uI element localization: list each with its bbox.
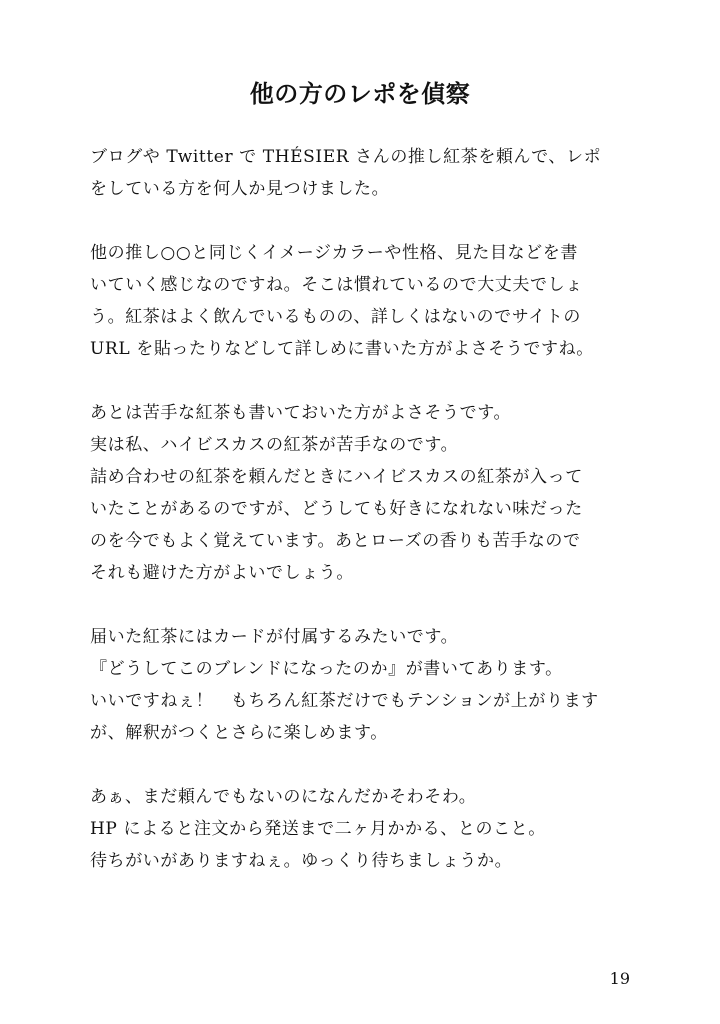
text-line: 実は私、ハイビスカスの紅茶が苦手なのです。 — [90, 435, 459, 455]
text-line: 他の推し○○と同じくイメージカラーや性格、見た目などを書 — [90, 243, 578, 263]
paragraph-5 — [90, 781, 650, 877]
text-line: のを今でもよく覚えています。あとローズの香りも苦手なので — [90, 531, 581, 551]
text-line: が、解釈がつくとさらに楽しめます。 — [90, 723, 388, 743]
paragraph-1 — [90, 141, 650, 205]
body-text — [90, 141, 650, 909]
paragraph-3 — [90, 397, 650, 589]
text-line: HP によると注文から発送まで二ヶ月かかる、とのこと。 — [90, 819, 546, 839]
text-line: 『どうしてこのブレンドになったのか』が書いてあります。 — [90, 659, 563, 679]
page-title: 他の方のレポを偵察 — [249, 80, 471, 108]
text-line: あぁ、まだ頼んでもないのになんだかそわそわ。 — [90, 787, 477, 807]
text-line: ブログや Twitter で THÉSIER さんの推し紅茶を頼んで、レポ — [90, 147, 602, 167]
text-line: 待ちがいがありますねぇ。ゆっくり待ちましょうか。 — [90, 851, 513, 871]
text-line: あとは苦手な紅茶も書いておいた方がよさそうです。 — [90, 403, 512, 423]
text-line: それも避けた方がよいでしょう。 — [90, 563, 354, 583]
text-line: 詰め合わせの紅茶を頼んだときにハイビスカスの紅茶が入って — [90, 467, 583, 487]
text-line: いたことがあるのですが、どうしても好きになれない味だった — [90, 499, 583, 519]
paragraph-4 — [90, 621, 650, 749]
text-line: をしている方を何人か見つけました。 — [90, 179, 390, 199]
text-line: いていく感じなのですね。そこは慣れているので大丈夫でしょ — [90, 275, 583, 295]
text-line: う。紅茶はよく飲んでいるものの、詳しくはないのでサイトの — [90, 307, 581, 327]
text-line: URL を貼ったりなどして詳しめに書いた方がよさそうですね。 — [90, 339, 594, 359]
text-line: いいですねぇ！ もちろん紅茶だけでもテンションが上がります — [90, 691, 599, 711]
text-line: 届いた紅茶にはカードが付属するみたいです。 — [90, 627, 459, 647]
paragraph-2 — [90, 237, 650, 365]
page-number: 19 — [609, 969, 630, 988]
